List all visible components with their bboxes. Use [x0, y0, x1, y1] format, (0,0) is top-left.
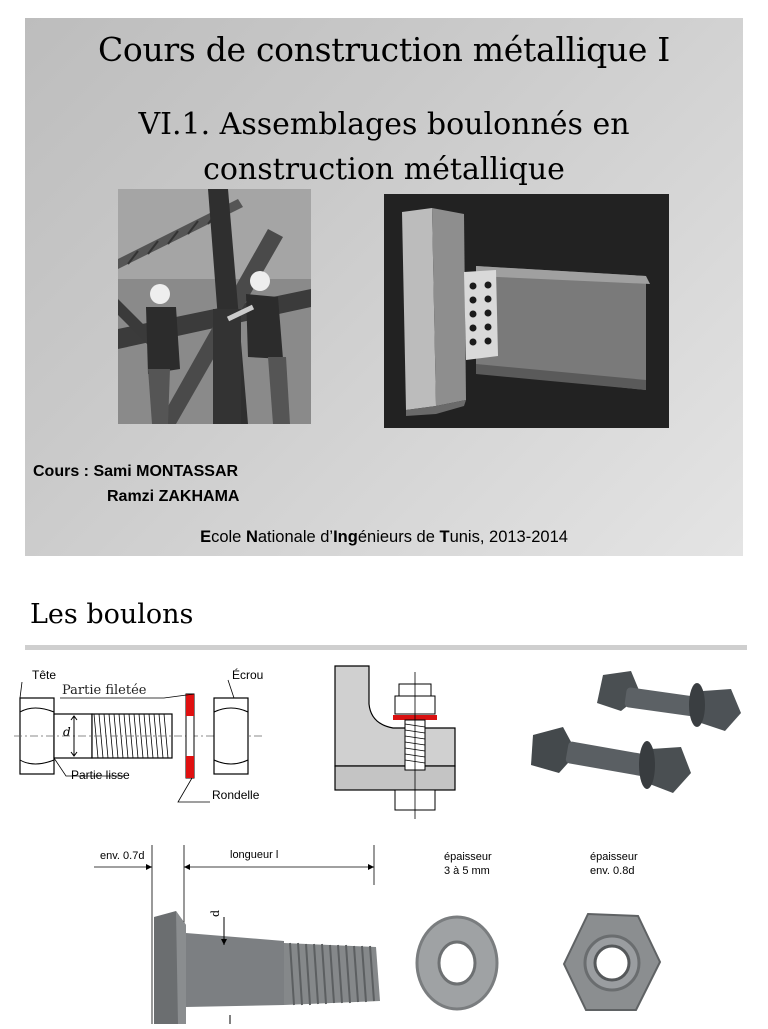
school-unis: unis, 2013-2014	[449, 528, 568, 546]
author-line-2: Ramzi ZAKHAMA	[107, 488, 240, 505]
bolt-schematic	[14, 664, 304, 809]
nut-thickness-label	[590, 850, 638, 878]
washer-thickness-line2: 3 à 5 mm	[444, 865, 490, 877]
workers-photo	[118, 189, 311, 424]
author-line-1: Cours : Sami MONTASSAR	[33, 463, 239, 480]
label-partie-lisse: Partie lisse	[71, 768, 130, 782]
washer-photo	[414, 913, 500, 1013]
chapter-title	[25, 102, 743, 192]
school-E: E	[200, 528, 212, 546]
nut-thickness-line1: épaisseur	[590, 851, 638, 863]
school-I: Ing	[333, 528, 358, 546]
washer-thickness-line1: épaisseur	[444, 851, 492, 863]
label-tete: Tête	[32, 668, 57, 682]
label-partie-filetee: Partie filetée	[62, 683, 147, 698]
title-divider	[25, 645, 747, 650]
bolts-photo	[523, 665, 745, 810]
label-d: d	[63, 725, 71, 739]
course-title: Cours de construction métallique I	[97, 30, 671, 69]
school-line	[25, 528, 743, 547]
title-slide	[25, 18, 743, 556]
label-env-07d: env. 0.7d	[100, 850, 145, 862]
school-enieurs: énieurs de	[357, 528, 440, 546]
label-d-dimension: d	[209, 909, 223, 918]
label-longueur: longueur l	[230, 849, 279, 861]
chapter-title-line2: construction métallique	[203, 152, 565, 187]
label-rondelle: Rondelle	[212, 788, 260, 802]
authors	[33, 459, 239, 509]
chapter-title-line1: VI.1. Assemblages boulonnés en	[138, 107, 630, 142]
nut-photo	[562, 910, 662, 1015]
beam-connection-photo	[384, 194, 669, 428]
washer-thickness-label	[444, 850, 492, 878]
bolts-slide-title: Les boulons	[30, 599, 194, 630]
school-cole: cole	[211, 528, 246, 546]
nut-thickness-line2: env. 0.8d	[590, 865, 635, 877]
school-ationale: ationale d’	[257, 528, 334, 546]
school-T: T	[439, 528, 450, 546]
label-ecrou: Écrou	[232, 668, 264, 682]
bolt-section-drawing	[333, 664, 461, 819]
bolt-dimension-photo	[94, 845, 384, 1024]
school-N: N	[245, 528, 258, 546]
